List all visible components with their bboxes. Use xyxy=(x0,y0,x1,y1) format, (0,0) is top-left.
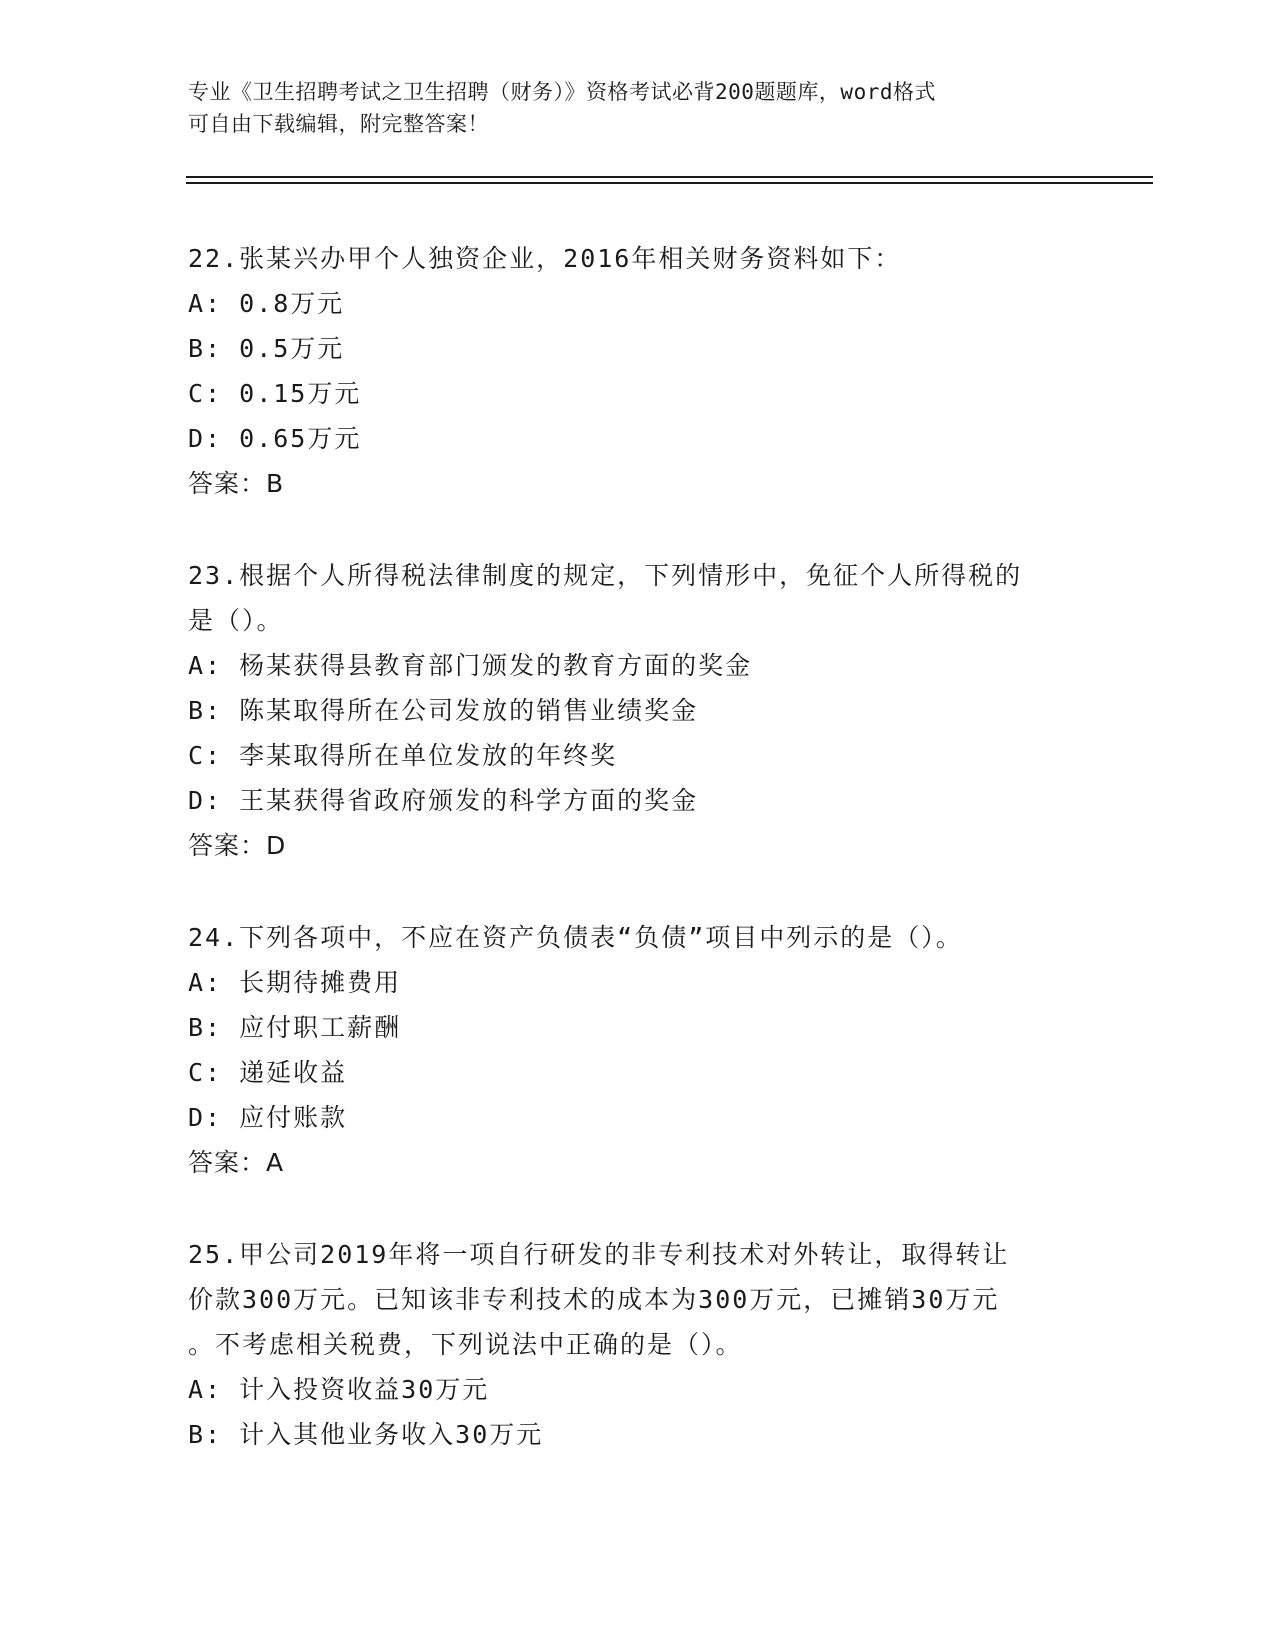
header-line-2: 可自由下载编辑，附完整答案！ xyxy=(188,112,489,136)
header-line-1: 专业《卫生招聘考试之卫生招聘（财务）》资格考试必背200题题库，word格式 xyxy=(188,80,936,104)
answer-line: 答案：D xyxy=(188,831,287,860)
question-25 xyxy=(188,1232,1088,1457)
question-text: 22.张某兴办甲个人独资企业，2016年相关财务资料如下： xyxy=(188,244,902,273)
option-b: B: 应付职工薪酬 xyxy=(188,1013,402,1042)
option-c: C: 0.15万元 xyxy=(188,379,362,408)
option-c: C: 递延收益 xyxy=(188,1058,348,1087)
option-d: D: 应付账款 xyxy=(188,1103,348,1132)
header-divider-bottom xyxy=(186,182,1153,184)
question-list xyxy=(188,236,1088,1457)
question-text-continued: 是（）。 xyxy=(188,606,284,635)
header-divider-top xyxy=(186,176,1153,178)
option-b: B: 0.5万元 xyxy=(188,334,345,363)
question-text: 23.根据个人所得税法律制度的规定，下列情形中，免征个人所得税的 xyxy=(188,561,1023,590)
answer-line: 答案：A xyxy=(188,1148,285,1177)
option-b: B: 陈某取得所在公司发放的销售业绩奖金 xyxy=(188,696,699,725)
document-header xyxy=(188,76,1088,140)
question-text-continued-2: 。不考虑相关税费，下列说法中正确的是（）。 xyxy=(188,1330,743,1359)
option-c: C: 李某取得所在单位发放的年终奖 xyxy=(188,741,618,770)
option-a: A: 长期待摊费用 xyxy=(188,968,402,997)
option-b: B: 计入其他业务收入30万元 xyxy=(188,1420,544,1449)
question-23 xyxy=(188,553,1088,868)
option-d: D: 0.65万元 xyxy=(188,424,362,453)
question-22 xyxy=(188,236,1088,506)
option-a: A: 0.8万元 xyxy=(188,289,345,318)
option-a: A: 杨某获得县教育部门颁发的教育方面的奖金 xyxy=(188,651,753,680)
question-text: 24.下列各项中，不应在资产负债表“负债”项目中列示的是（）。 xyxy=(188,923,963,952)
option-a: A: 计入投资收益30万元 xyxy=(188,1375,490,1404)
question-text: 25.甲公司2019年将一项自行研发的非专利技术对外转让，取得转让 xyxy=(188,1240,1010,1269)
option-d: D: 王某获得省政府颁发的科学方面的奖金 xyxy=(188,786,699,815)
answer-line: 答案：B xyxy=(188,469,285,498)
question-text-continued: 价款300万元。已知该非专利技术的成本为300万元，已摊销30万元 xyxy=(188,1285,1000,1314)
question-24 xyxy=(188,915,1088,1185)
